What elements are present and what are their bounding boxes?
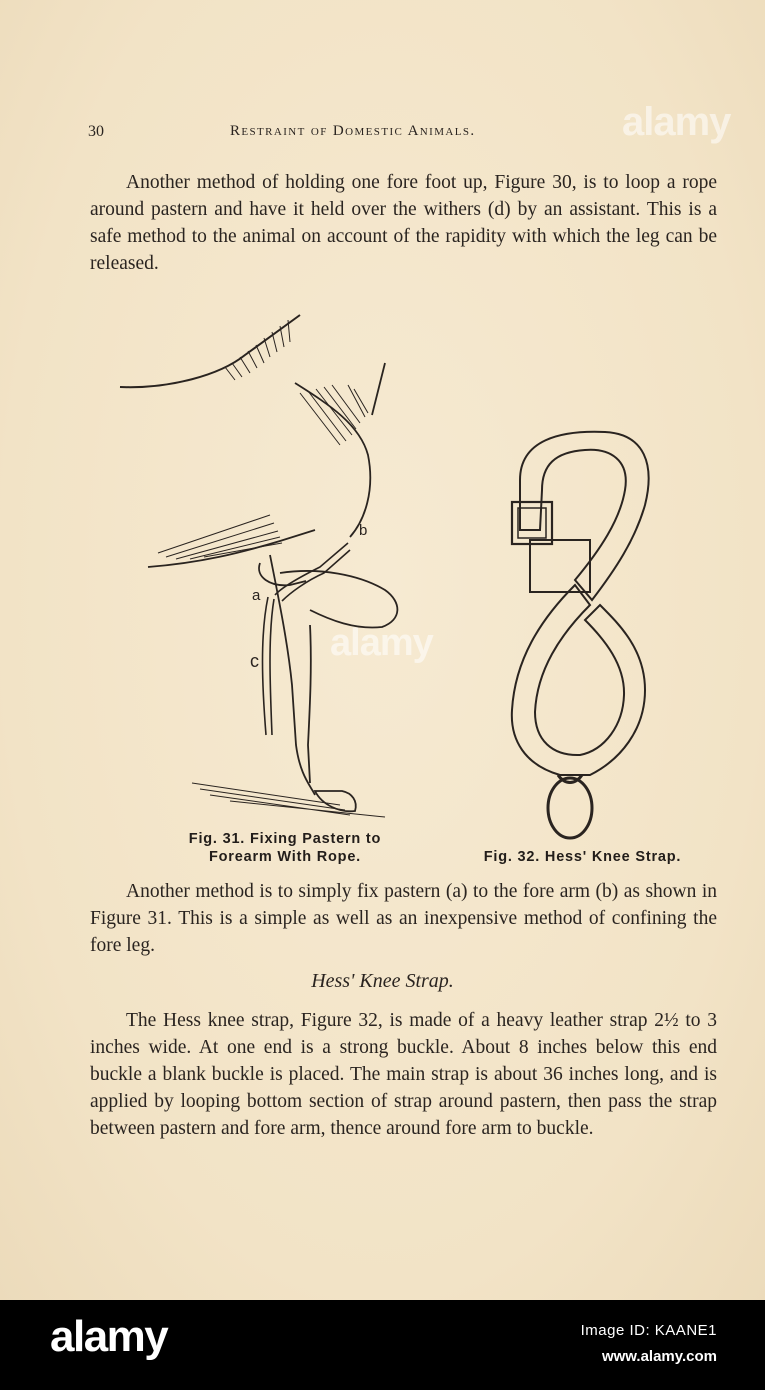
figure-31-caption-line2: Forearm With Rope. [208, 849, 362, 865]
figure-32-caption: Fig. 32. Hess' Knee Strap. [483, 849, 682, 865]
alamy-logo: alamy [50, 1312, 168, 1361]
figure-31-label-b: b [359, 522, 368, 539]
figure-31-illustration [110, 305, 420, 830]
watermark-top: alamy [622, 100, 731, 144]
figure-31-caption [140, 830, 430, 866]
figure-31-label-a: a [252, 587, 261, 604]
stock-footer-bar [0, 1300, 765, 1390]
paragraph-figure-30: Another method of holding one fore foot up, Figure 30, is to loop a rope around pastern and have it held over the withers (d) by an assistant. This is a safe method to the animal on account of the rapidity with which the leg can be released. [90, 172, 717, 274]
paragraph-figure-31: Another method is to simply fix pastern (a) to the fore arm (b) as shown in Figure 31. This is a simple as well as an inexpensive method of confining the fore leg. [90, 881, 717, 956]
figure-31-label-c: c [250, 651, 259, 671]
paragraph-hess-knee-strap: The Hess knee strap, Figure 32, is made of a heavy leather strap 2½ to 3 inches wide. At one end is a strong buckle. About 8 inches below this end buckle a blank buckle is placed. The main strap is about 36 inches long, and is applied by looping bottom section of strap around pastern, then pass the strap between pastern and fore arm, thence around fore arm to buckle. [90, 1010, 717, 1139]
figure-31-caption-line1: Fig. 31. Fixing Pastern to [188, 831, 382, 847]
watermark-middle: alamy [330, 622, 433, 664]
footer-url: www.alamy.com [601, 1348, 717, 1365]
figure-32-illustration [480, 420, 680, 850]
running-title: Restraint of Domestic Animals. [230, 123, 476, 139]
image-id: Image ID: KAANE1 [580, 1322, 717, 1339]
section-title: Hess' Knee Strap. [311, 970, 454, 992]
page-number: 30 [88, 123, 104, 140]
